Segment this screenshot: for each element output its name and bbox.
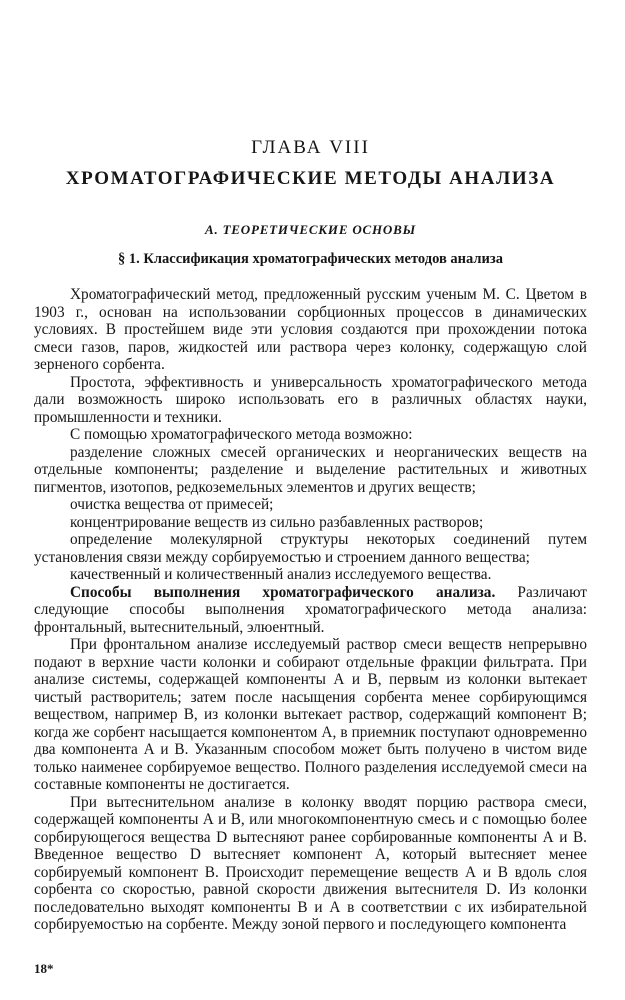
chapter-title: ХРОМАТОГРАФИЧЕСКИЕ МЕТОДЫ АНАЛИЗА xyxy=(65,168,556,189)
chapter-number: ГЛАВА VIII xyxy=(251,137,370,158)
paragraph: Хроматографический метод, предложенный русским ученым М. С. Цветом в 1903 г., основан на использовании сорбционных процессов в динамических условиях. В простейшем виде эти условия создаются при прохождении потока смеси газов, паров, жидкостей или раствора через колонку, содержащую слой зерненого сорбента. xyxy=(34,286,587,373)
list-paragraph: разделение сложных смесей органических и неорганических веществ на отдельные компоненты; разделение и выделение растительных и животных пигментов, изотопов, редкоземельных элементов и других веществ; xyxy=(34,443,587,496)
section-title: § 1. Классификация хроматографических методов анализа xyxy=(118,251,503,267)
book-page xyxy=(34,0,587,1000)
paragraph: При фронтальном анализе исследуемый раствор смеси веществ непрерывно подают в верхние части колонки и собирают отдельные фракции фильтрата. При анализе системы, содержащей компоненты А и В, первым из колонки вытекает чистый растворитель; затем после насыщения сорбента менее сорбирующимся веществом, например В, из колонки вытекает раствор, содержащий компонент В; когда же сорбент насыщается компонентом А, в приемник поступают одновременно два компонента А и В. Указанным способом может быть получено в чистом виде только наименее сорбируемое вещество. Полного разделения исследуемой смеси на составные компоненты не достигается. xyxy=(34,636,587,793)
paragraph xyxy=(34,584,587,637)
list-paragraph: концентрирование веществ из сильно разбавленных растворов; xyxy=(70,513,484,531)
list-paragraph: очистка вещества от примесей; xyxy=(70,496,274,513)
part-title: А. ТЕОРЕТИЧЕСКИЕ ОСНОВЫ xyxy=(205,222,416,237)
paragraph: С помощью хроматографического метода возможно: xyxy=(70,426,413,443)
paragraph: Простота, эффективность и универсальность хроматографического метода дали возможность широко использовать его в различных областях науки, промышленности и техники. xyxy=(34,373,587,426)
paragraph: При вытеснительном анализе в колонку вводят порцию раствора смеси, содержащей компоненты А и В, или многокомпонентную смесь и с помощью более сорбирующегося вещества D вытесняют ранее сорбированные компоненты А и В. Введенное вещество D вытесняет компонент А, который вытесняет менее сорбируемый компонент В. Происходит перемещение веществ А и В вдоль слоя сорбента со скоростью, равной скорости движения вытеснителя D. Из колонки последовательно выходят компоненты В и А в соответствии с их избирательной сорбируемостью на сорбенте. Между зоной первого и последующего компонента xyxy=(34,793,587,933)
run-in-heading: Способы выполнения хроматографического анализа. xyxy=(70,583,496,601)
page-number: 18* xyxy=(34,961,54,976)
list-paragraph: качественный и количественный анализ исследуемого вещества. xyxy=(70,566,492,583)
body-text xyxy=(34,286,587,934)
list-paragraph: определение молекулярной структуры некоторых соединений путем установления связи между сорбируемостью и строением данного вещества; xyxy=(34,531,587,566)
paragraph-text: Различают следующие способы выполнения хроматографического метода анализа: фронтальный, вытеснительный, элюентный. xyxy=(34,583,587,636)
